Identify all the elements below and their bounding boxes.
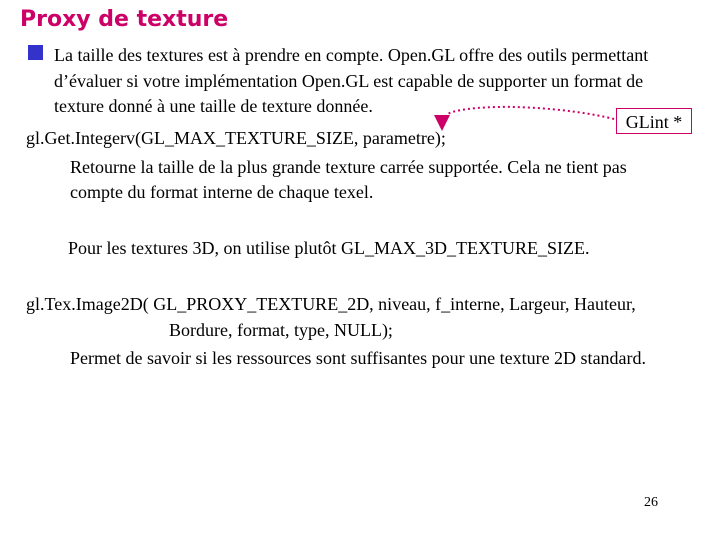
description-2: Permet de savoir si les ressources sont suffisantes pour une texture 2D standard. [70,348,647,368]
code-get-integerv: gl.Get.Integerv(GL_MAX_TEXTURE_SIZE, parametre); [26,128,446,148]
bullet-text-line-1: La taille des textures est à prendre en compte. Open.GL offre des outils permettant [54,45,649,65]
bullet-text-line-3: texture donné à une taille de texture donnée. [54,96,373,116]
code-teximage2d-line-2: Bordure, format, type, NULL); [169,320,393,340]
code-teximage2d-line-1: gl.Tex.Image2D( GL_PROXY_TEXTURE_2D, niveau, f_interne, Largeur, Hauteur, [26,294,636,314]
slide-title: Proxy de texture [20,7,229,32]
description-1-line-1: Retourne la taille de la plus grande texture carrée supportée. Cela ne tient pas [70,157,627,177]
page-number: 26 [644,495,658,510]
callout-box: GLint * [616,108,692,134]
description-1-line-2: compte du format interne de chaque texel. [70,182,374,202]
square-bullet-icon [28,45,43,60]
bullet-text-line-2: d’évaluer si votre implémentation Open.GL est capable de supporter un format de [54,71,644,91]
note-3d-textures: Pour les textures 3D, on utilise plutôt GL_MAX_3D_TEXTURE_SIZE. [68,238,590,258]
